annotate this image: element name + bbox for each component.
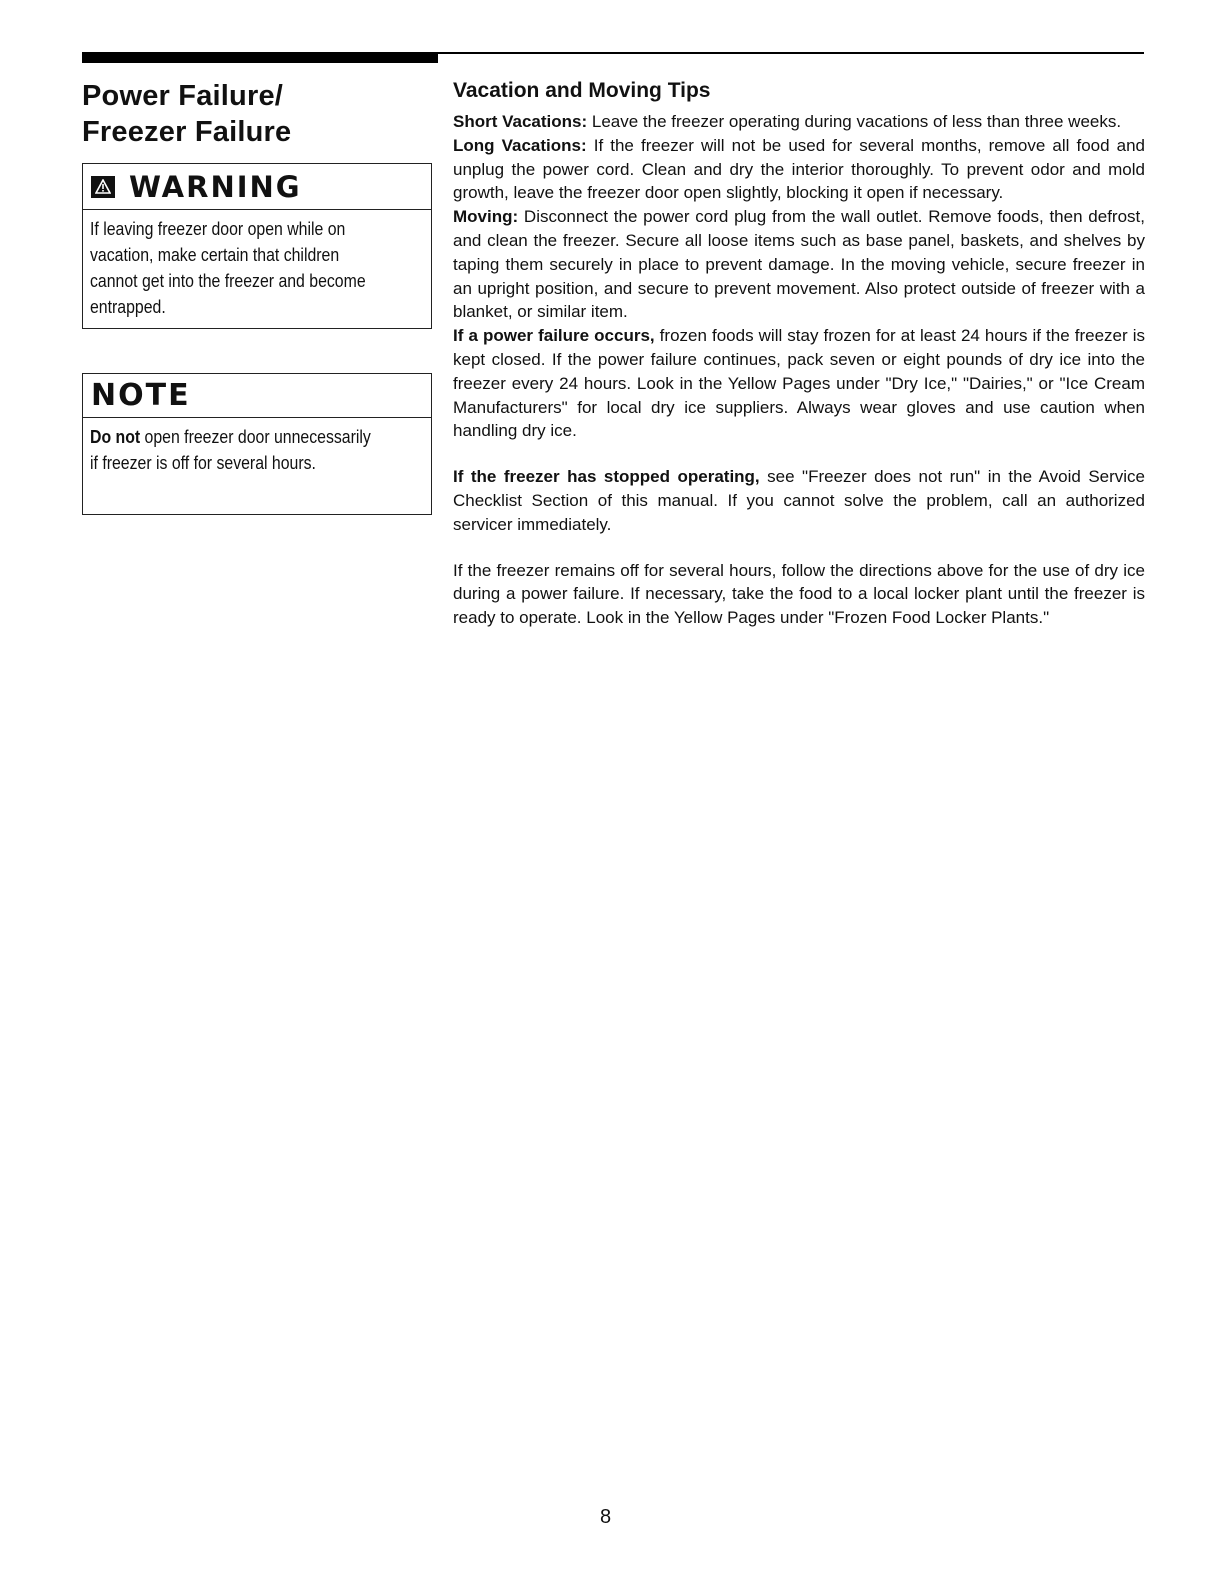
power-failure-paragraph (453, 324, 1145, 443)
warning-box (82, 163, 432, 329)
short-vacations-paragraph (453, 110, 1145, 134)
long-vacations-paragraph (453, 134, 1145, 205)
warning-triangle-icon (91, 176, 115, 198)
stopped-operating-label: If the freezer has stopped operating, (453, 467, 760, 487)
note-box (82, 373, 432, 515)
page-title (82, 78, 434, 150)
short-vacations-label: Short Vacations: (453, 112, 588, 131)
page-title-line2: Freezer Failure (82, 116, 292, 148)
warning-line: cannot get into the freezer and become (90, 271, 366, 291)
note-line1-rest: open freezer door unnecessarily (140, 427, 371, 447)
warning-line: vacation, make certain that children (90, 245, 340, 265)
power-failure-label: If a power failure occurs, (453, 326, 655, 346)
note-header (83, 374, 431, 418)
moving-text: Disconnect the power cord plug from the wall outlet. Remove foods, then defrost, and clean the freezer. Secure all loose items such as base panel, baskets, and shelves by taping them securely in place to prevent damage. In the moving vehicle, secure freezer in an upright position, and secure to prevent movement. Also protect outside of freezer with a blanket, or similar item. (453, 207, 1145, 322)
long-vacations-text: If the freezer will not be used for several months, remove all food and unplug the power cord. Clean and dry the interior thoroughly. To prevent odor and mold growth, leave the freezer door open slightly, blocking it open if necessary. (453, 135, 1145, 203)
remains-off-paragraph: If the freezer remains off for several hours, follow the directions above for the use of dry ice during a power failure. If necessary, take the food to a local locker plant until the freezer is ready to operate. Look in the Yellow Pages under "Frozen Food Locker Plants." (453, 560, 1145, 628)
moving-label: Moving: (453, 207, 519, 227)
section-title: Vacation and Moving Tips (453, 79, 711, 102)
warning-body (83, 210, 431, 320)
stopped-operating-text: see "Freezer does not run" in the Avoid Service Checklist Section of this manual. If you cannot solve the problem, call an authorized servicer immediately. (453, 467, 1145, 534)
header-rule-thin (438, 52, 1144, 54)
paragraph-gap (453, 537, 1145, 559)
left-column (82, 78, 434, 150)
note-title: NOTE (91, 378, 191, 413)
right-column (453, 78, 1145, 630)
page-number: 8 (599, 1506, 612, 1528)
note-bold-lead: Do not (90, 427, 141, 447)
long-vacations-label: Long Vacations: (453, 135, 587, 155)
note-body (83, 418, 431, 476)
warning-line: entrapped. (90, 297, 166, 317)
warning-title: WARNING (129, 169, 302, 204)
short-vacations-text: Leave the freezer operating during vacations of less than three weeks. (587, 112, 1122, 131)
header-rule-thick (82, 52, 438, 63)
page-title-line1: Power Failure/ (82, 80, 284, 112)
power-failure-text: frozen foods will stay frozen for at least 24 hours if the freezer is kept closed. If the power failure continues, pack seven or eight pounds of dry ice into the freezer every 24 hours. Look in the Yellow Pages under "Dry Ice," "Dairies," or "Ice Cream Manufacturers" for local dry ice suppliers. Always wear gloves and use caution when handling dry ice. (453, 326, 1145, 441)
moving-paragraph (453, 205, 1145, 324)
note-line (90, 424, 371, 450)
paragraph-gap (453, 443, 1145, 465)
warning-header (83, 164, 431, 210)
stopped-operating-paragraph (453, 465, 1145, 536)
warning-line: If leaving freezer door open while on (90, 219, 346, 239)
note-line2: if freezer is off for several hours. (90, 453, 316, 473)
